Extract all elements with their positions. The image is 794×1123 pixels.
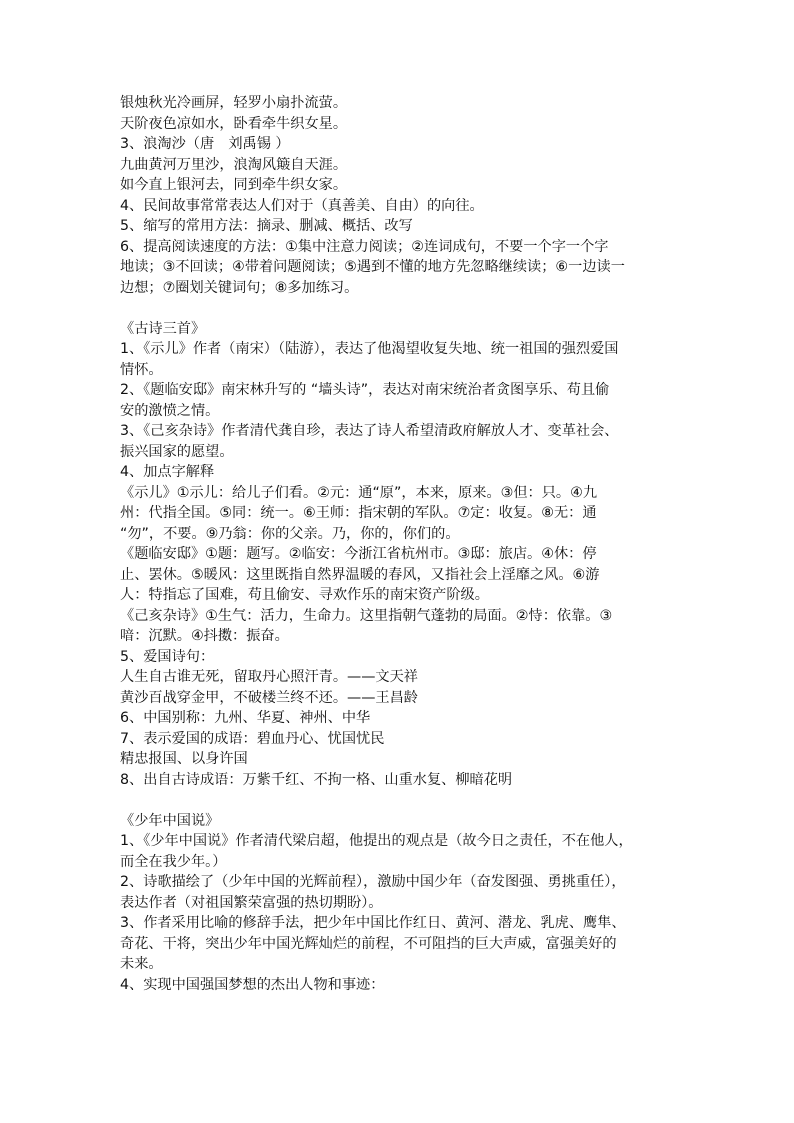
text-line: 天阶夜色凉如水，卧看牵牛织女星。 — [120, 115, 348, 132]
text-line: 精忠报国、以身许国 — [120, 751, 248, 767]
text-line: 4、实现中国强国梦想的杰出人物和事迹： — [120, 976, 385, 993]
text-line: 九曲黄河万里沙，浪淘风簸自天涯。 — [120, 156, 348, 173]
blank-line — [120, 298, 680, 319]
text-line: 3、作者采用比喻的修辞手法，把少年中国比作红日、黄河、潜龙、乳虎、鹰隼、 — [120, 915, 626, 931]
text-line: 7、表示爱国的成语：碧血丹心、忧国忧民 — [120, 730, 385, 747]
text-line: 3、《己亥杂诗》作者清代龚自珍，表达了诗人希望清政府解放人才、变革社会、 — [120, 423, 619, 439]
text-line: 情怀。 — [120, 361, 163, 378]
text-line: 安的激愤之情。 — [120, 402, 220, 419]
text-line: 《少年中国说》 — [120, 812, 220, 829]
text-line: 6、中国别称：九州、华夏、神州、中华 — [120, 710, 371, 726]
text-line: 8、出自古诗成语：万紫千红、不拘一格、山重水复、柳暗花明 — [120, 771, 513, 788]
text-line: 1、《示儿》作者（南宋）（陆游），表达了他渴望收复失地、统一祖国的强烈爱国 — [120, 341, 619, 357]
text-line: 人生自古谁无死，留取丹心照汗青。——文天祥 — [120, 669, 418, 685]
text-line: 喑：沉默。④抖擞：振奋。 — [120, 628, 289, 644]
text-line: 未来。 — [120, 956, 163, 972]
text-line: 6、提高阅读速度的方法：①集中注意力阅读；②连词成句，不要一个字一个字 — [120, 238, 609, 255]
text-line: 银烛秋光冷画屏，轻罗小扇扑流萤。 — [120, 95, 348, 111]
text-line: 4、加点字解释 — [120, 464, 215, 480]
text-line: 3、浪淘沙（唐 刘禹锡 ） — [120, 136, 290, 152]
text-line: 而全在我少年。） — [120, 853, 227, 870]
text-line: 《题临安邸》①题：题写。②临安：今浙江省杭州市。③邸：旅店。④休：停 — [120, 546, 597, 562]
text-line: 人：特指忘了国难，苟且偷安、寻欢作乐的南宋资产阶级。 — [120, 587, 489, 603]
text-line: 止、罢休。⑤暖风：这里既指自然界温暖的春风，又指社会上淫靡之风。⑥游 — [120, 566, 600, 583]
text-line: 如今直上银河去，同到牵牛织女家。 — [120, 177, 348, 193]
text-line: 奇花、干将，突出少年中国光辉灿烂的前程，不可阻挡的巨大声威，富强美好的 — [120, 935, 617, 952]
text-line: 振兴国家的愿望。 — [120, 443, 234, 460]
text-line: 地读；③不回读；④带着问题阅读；⑤遇到不懂的地方先忽略继续读；⑥一边读一 — [120, 259, 625, 275]
document-page — [120, 93, 680, 995]
text-line: 4、民间故事常常表达人们对于（真善美、自由）的向往。 — [120, 197, 484, 214]
text-line: 1、《少年中国说》作者清代梁启超，他提出的观点是（故今日之责任，不在他人， — [120, 833, 633, 849]
text-line: “勿”，不要。⑨乃翁：你的父亲。乃，你的，你们的。 — [120, 525, 460, 542]
text-line: 州：代指全国。⑤同：统一。⑥王师：指宋朝的军队。⑦定：收复。⑧无：通 — [120, 505, 597, 521]
text-line: 5、爱国诗句： — [120, 648, 215, 665]
text-line: 边想；⑦圈划关键词句；⑧多加练习。 — [120, 279, 359, 296]
text-line: 2、《题临安邸》南宋林升写的 “墙头诗”，表达对南宋统治者贪图享乐、苟且偷 — [120, 382, 610, 398]
text-line: 表达作者（对祖国繁荣富强的热切期盼）。 — [120, 894, 383, 911]
text-line: 《己亥杂诗》①生气：活力，生命力。这里指朝气蓬勃的局面。②恃：依靠。③ — [120, 607, 613, 624]
text-line: 5、缩写的常用方法：摘录、删减、概括、改写 — [120, 218, 413, 234]
text-line: 《古诗三首》 — [120, 320, 206, 337]
text-line: 2、诗歌描绘了（少年中国的光辉前程），激励中国少年（奋发图强、勇挑重任）， — [120, 874, 626, 890]
text-line: 《示儿》①示儿：给儿子们看。②元：通“原”，本来，原来。③但：只。④九 — [120, 484, 598, 501]
text-line: 黄沙百战穿金甲，不破楼兰终不还。——王昌龄 — [120, 689, 418, 706]
blank-line — [120, 790, 680, 811]
